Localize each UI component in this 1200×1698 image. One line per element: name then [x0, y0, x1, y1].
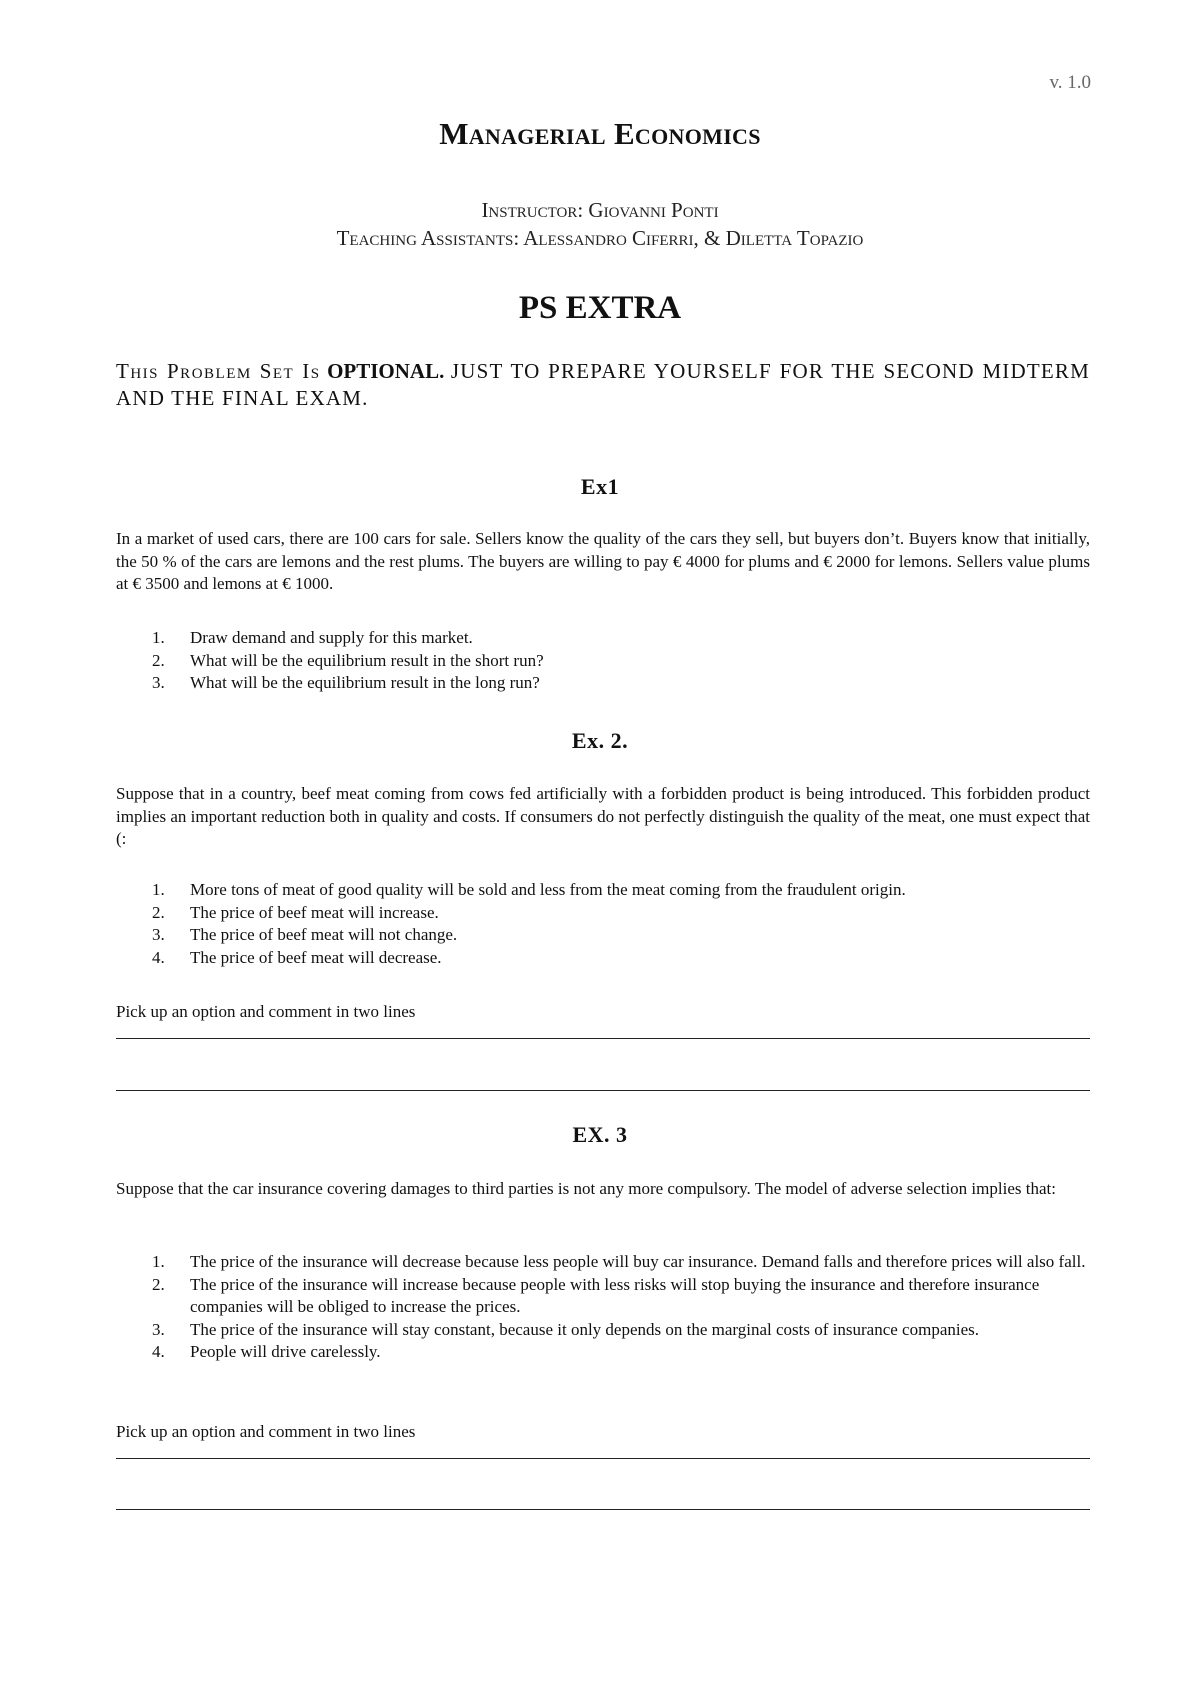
intro-optional-text: OPTIONAL. [327, 359, 445, 383]
list-item [116, 924, 1090, 947]
answer-line [116, 1090, 1090, 1091]
list-item [116, 879, 1090, 902]
list-item-number: 4. [152, 1342, 165, 1361]
ex2-list [116, 879, 1090, 969]
list-item [116, 1274, 1090, 1319]
ex1-list [116, 627, 1090, 695]
list-item [116, 1341, 1090, 1364]
list-item-number: 2. [152, 1274, 165, 1294]
list-item-number: 1. [152, 628, 165, 647]
list-item-text: The price of beef meat will decrease. [190, 947, 442, 967]
ex2-heading: Ex. 2. [571, 728, 629, 753]
list-item [116, 947, 1090, 970]
ex3-list [116, 1251, 1090, 1364]
ex3-text: Suppose that the car insurance covering damages to third parties is not any more compulsory. The model of adverse selection implies that: [116, 1179, 1056, 1198]
list-item [116, 627, 1090, 650]
answer-line [116, 1458, 1090, 1459]
ex3-heading: EX. 3 [572, 1122, 628, 1147]
list-item [116, 650, 1090, 673]
ex2-prompt: Pick up an option and comment in two lines [116, 1002, 416, 1021]
list-item-number: 2. [152, 902, 165, 922]
list-item [116, 1251, 1090, 1274]
list-item-text: More tons of meat of good quality will be sold and less from the meat coming from the fraudulent origin. [190, 880, 906, 899]
list-item [116, 672, 1090, 695]
version-label: v. 1.0 [1049, 72, 1091, 93]
list-item [116, 1319, 1090, 1342]
list-item-text: The price of beef meat will increase. [190, 902, 439, 922]
assistants-line: Teaching Assistants: Alessandro Ciferri, & Diletta Topazio [336, 226, 864, 250]
list-item-text: People will drive carelessly. [190, 1342, 381, 1361]
instructor-line: Instructor: Giovanni Ponti [481, 198, 719, 222]
answer-line [116, 1509, 1090, 1510]
intro-rest-text: JUST TO PREPARE YOURSELF FOR THE SECOND MIDTERM AND THE FINAL EXAM. [116, 359, 1091, 410]
list-item-text: The price of the insurance will stay constant, because it only depends on the marginal costs of insurance companies. [190, 1319, 980, 1339]
list-item-text: What will be the equilibrium result in the long run? [190, 673, 540, 692]
list-item-number: 2. [152, 650, 165, 670]
list-item-number: 4. [152, 947, 165, 967]
course-title: Managerial Economics [439, 116, 761, 151]
list-item-text: The price of beef meat will not change. [190, 925, 458, 944]
list-item-number: 1. [152, 880, 165, 899]
list-item-number: 3. [152, 1319, 165, 1339]
list-item-text: The price of the insurance will decrease because less people will buy car insurance. Demand falls and therefore prices will also fall. [190, 1252, 1086, 1271]
list-item-number: 3. [152, 925, 165, 944]
list-item-text: The price of the insurance will increase because people with less risks will stop buying the insurance and therefore insurance companies will be obliged to increase the prices. [190, 1274, 1040, 1316]
answer-line [116, 1038, 1090, 1039]
ex3-prompt: Pick up an option and comment in two lines [116, 1422, 416, 1441]
list-item-number: 1. [152, 1252, 165, 1271]
ex1-text: In a market of used cars, there are 100 cars for sale. Sellers know the quality of the cars they sell, but buyers don’t. Buyers know that initially, the 50 % of the cars are lemons and the rest plums. The buyers are willing to pay € 4000 for plums and € 2000 for lemons. Sellers value plums at € 3500 and lemons at € 1000. [116, 529, 1090, 593]
problem-set-intro [116, 358, 1090, 412]
list-item [116, 902, 1090, 925]
list-item-text: What will be the equilibrium result in the short run? [190, 650, 544, 670]
list-item-text: Draw demand and supply for this market. [190, 628, 473, 647]
ex1-heading: Ex1 [580, 474, 620, 499]
list-item-number: 3. [152, 673, 165, 692]
ex2-text: Suppose that in a country, beef meat coming from cows fed artificially with a forbidden product is being introduced. This forbidden product implies an important reduction both in quality and costs. If consumers do not perfectly distinguish the quality of the meat, one must expect that (: [116, 784, 1090, 848]
problem-set-title: PS EXTRA [518, 290, 682, 326]
intro-smallcaps-text: This Problem Set Is [116, 359, 321, 383]
